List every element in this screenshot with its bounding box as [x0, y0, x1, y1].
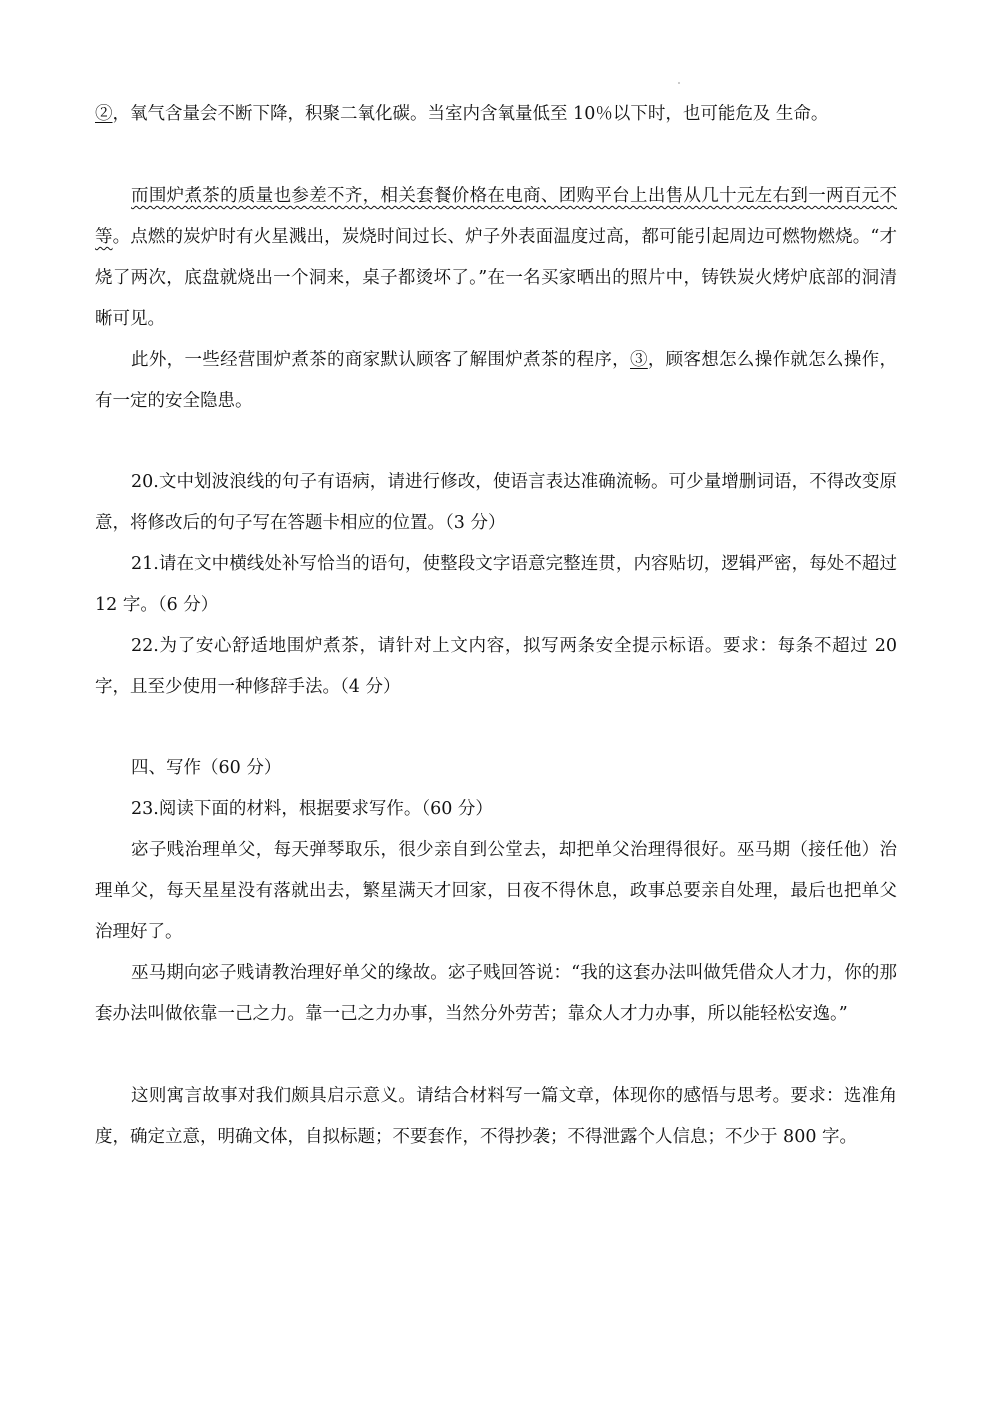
- paragraph-2-text: 。点燃的炭炉时有火星溅出，炭烧时间过长、炉子外表面温度过高，都可能引起周边可燃物燃烧。“才烧了两次，底盘就烧出一个洞来，桌子都烫坏了。”在一名买家晒出的照片中，铸铁炭火烤炉底部的洞清晰可见。: [95, 227, 897, 329]
- blank-3: ③: [630, 350, 648, 370]
- question-22: 22.为了安心舒适地围炉煮茶，请针对上文内容，拟写两条安全提示标语。要求：每条不超过 20 字，且至少使用一种修辞手法。（4 分）: [95, 636, 897, 697]
- writing-requirements: 这则寓言故事对我们颇具启示意义。请结合材料写一篇文章，体现你的感悟与思考。要求：选准角度，确定立意，明确文体，自拟标题；不要套作，不得抄袭；不得泄露个人信息；不少于 800 字。: [95, 1086, 897, 1147]
- wavy-underlined-sentence: 而围炉煮茶的质量也参差不齐，相关套餐价格在电商、团购平台上出售从几十元左右到一两百元不等: [95, 186, 897, 247]
- paragraph-1-text: ，氧气含量会不断下降，积聚二氧化碳。当室内含氧量低至 10％以下时，也可能危及 生命。: [112, 104, 829, 124]
- scan-speck: [678, 82, 680, 84]
- section-title-writing: 四、写作（60 分）: [131, 758, 282, 778]
- blank-2: ②: [95, 104, 113, 124]
- material-paragraph-2: 巫马期向宓子贱请教治理好单父的缘故。宓子贱回答说：“我的这套办法叫做凭借众人才力，你的那套办法叫做依靠一己之力。靠一己之力办事，当然分外劳苦；靠众人才力办事，所以能轻松安逸。”: [95, 963, 897, 1024]
- material-paragraph-1: 宓子贱治理单父，每天弹琴取乐，很少亲自到公堂去，却把单父治理得很好。巫马期（接任他）治理单父，每天星星没有落就出去，繁星满天才回家，日夜不得休息，政事总要亲自处理，最后也把单父治理好了。: [95, 840, 897, 942]
- question-21: 21.请在文中横线处补写恰当的语句，使整段文字语意完整连贯，内容贴切，逻辑严密，每处不超过 12 字。（6 分）: [95, 554, 897, 615]
- paragraph-3-after: ，顾客想怎么操作就怎么操作，有一定的安全隐患。: [95, 350, 898, 411]
- passage-paragraph-2: [95, 176, 897, 340]
- question-23: 23.阅读下面的材料，根据要求写作。（60 分）: [131, 799, 493, 819]
- question-20: 20.文中划波浪线的句子有语病，请进行修改，使语言表达准确流畅。可少量增删词语，不得改变原意，将修改后的句子写在答题卡相应的位置。（3 分）: [95, 472, 897, 533]
- paragraph-3-before: 此外，一些经营围炉煮茶的商家默认顾客了解围炉煮茶的程序，: [131, 350, 630, 370]
- passage-paragraph-3: [95, 340, 897, 422]
- passage-paragraph-1: [95, 94, 897, 135]
